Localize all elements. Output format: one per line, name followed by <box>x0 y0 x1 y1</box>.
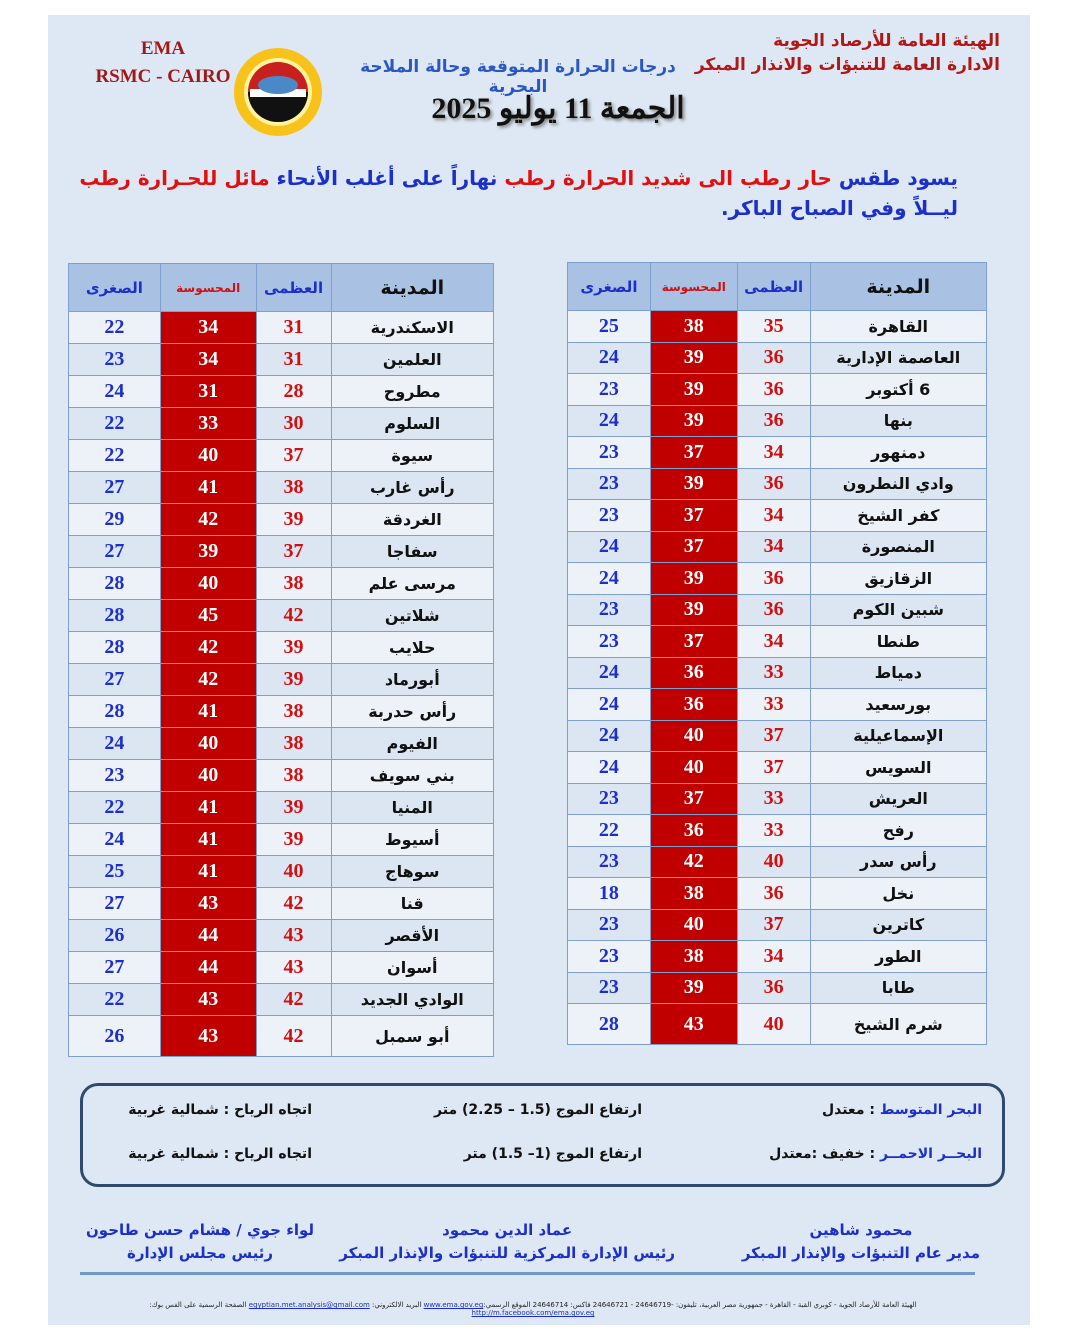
min-temp: 24 <box>568 531 651 563</box>
city-name: الاسكندرية <box>331 312 494 344</box>
summary-segment: ليــلاً وفي الصباح الباكر. <box>720 196 958 220</box>
table-row <box>568 563 987 595</box>
feels-like-temp: 33 <box>160 408 256 440</box>
city-name: شبين الكوم <box>810 594 986 626</box>
min-temp: 23 <box>568 468 651 500</box>
table-row <box>568 500 987 532</box>
max-temp: 38 <box>256 696 331 728</box>
col-feels: المحسوسة <box>650 263 737 311</box>
max-temp: 43 <box>256 952 331 984</box>
max-temp: 42 <box>256 1016 331 1057</box>
city-name: رفح <box>810 815 986 847</box>
feels-like-temp: 38 <box>650 941 737 973</box>
max-temp: 36 <box>737 878 810 910</box>
temperature-table-right <box>567 262 987 1045</box>
red-sea-state: : خفيف :معتدل <box>769 1146 876 1162</box>
min-temp: 24 <box>69 728 161 760</box>
city-name: بني سويف <box>331 760 494 792</box>
table-row <box>69 824 494 856</box>
city-name: السويس <box>810 752 986 784</box>
city-name: كاترين <box>810 909 986 941</box>
city-name: العلمين <box>331 344 494 376</box>
max-temp: 33 <box>737 689 810 721</box>
feels-like-temp: 39 <box>650 563 737 595</box>
bulletin-page <box>48 15 1030 1325</box>
feels-like-temp: 37 <box>650 626 737 658</box>
feels-like-temp: 40 <box>160 760 256 792</box>
feels-like-temp: 37 <box>650 531 737 563</box>
min-temp: 22 <box>69 792 161 824</box>
table-row <box>69 536 494 568</box>
min-temp: 23 <box>568 594 651 626</box>
city-name: السلوم <box>331 408 494 440</box>
max-temp: 35 <box>737 311 810 343</box>
min-temp: 24 <box>69 824 161 856</box>
feels-like-temp: 40 <box>650 909 737 941</box>
table-row <box>69 760 494 792</box>
feels-like-temp: 36 <box>650 657 737 689</box>
summary-segment: يسود طقس <box>831 166 958 190</box>
table-row <box>568 815 987 847</box>
max-temp: 28 <box>256 376 331 408</box>
red-wind-direction: اتجاه الرياح : شمالية غربية <box>128 1146 312 1162</box>
max-temp: 34 <box>737 531 810 563</box>
feels-like-temp: 39 <box>650 972 737 1004</box>
min-temp: 18 <box>568 878 651 910</box>
city-name: الفيوم <box>331 728 494 760</box>
min-temp: 24 <box>568 720 651 752</box>
feels-like-temp: 40 <box>160 728 256 760</box>
max-temp: 30 <box>256 408 331 440</box>
ema-logo <box>233 47 323 137</box>
bulletin-date: الجمعة 11 يوليو 2025 <box>431 92 685 125</box>
table-row <box>568 1004 987 1045</box>
max-temp: 40 <box>737 846 810 878</box>
temperature-table-left <box>68 263 494 1057</box>
signature-1: محمود شاهين مدير عام التنبؤات والإنذار المبكر <box>741 1221 980 1262</box>
table-row <box>568 405 987 437</box>
min-temp: 24 <box>568 342 651 374</box>
summary-segment: حار رطب الى شديد الحرارة رطب <box>504 166 832 190</box>
max-temp: 40 <box>256 856 331 888</box>
table-row <box>568 531 987 563</box>
min-temp: 28 <box>69 632 161 664</box>
site-link[interactable]: www.ema.gov.eg <box>423 1301 484 1309</box>
feels-like-temp: 34 <box>160 312 256 344</box>
feels-like-temp: 37 <box>650 783 737 815</box>
max-temp: 31 <box>256 344 331 376</box>
table-row <box>568 720 987 752</box>
signature-2: عماد الدين محمود رئيس الإدارة المركزية للتنبؤات والإنذار المبكر <box>339 1221 675 1262</box>
feels-like-temp: 34 <box>160 344 256 376</box>
max-temp: 34 <box>737 437 810 469</box>
city-name: طابا <box>810 972 986 1004</box>
feels-like-temp: 41 <box>160 824 256 856</box>
city-name: مرسى علم <box>331 568 494 600</box>
table-header <box>69 264 494 312</box>
table-row <box>568 909 987 941</box>
min-temp: 23 <box>568 783 651 815</box>
city-name: دمنهور <box>810 437 986 469</box>
feels-like-temp: 40 <box>160 568 256 600</box>
max-temp: 36 <box>737 342 810 374</box>
feels-like-temp: 38 <box>650 311 737 343</box>
max-temp: 38 <box>256 472 331 504</box>
table-header <box>568 263 987 311</box>
table-row <box>568 594 987 626</box>
divider <box>80 1272 975 1275</box>
city-name: رأس غارب <box>331 472 494 504</box>
table-row <box>568 752 987 784</box>
col-city: المدينة <box>810 263 986 311</box>
max-temp: 42 <box>256 984 331 1016</box>
feels-like-temp: 39 <box>650 405 737 437</box>
city-name: سوهاج <box>331 856 494 888</box>
max-temp: 34 <box>737 941 810 973</box>
table-row <box>568 846 987 878</box>
feels-like-temp: 37 <box>650 500 737 532</box>
col-max: العظمى <box>256 264 331 312</box>
med-sea-state: : معتدل <box>821 1102 875 1118</box>
table-row <box>69 568 494 600</box>
min-temp: 24 <box>69 376 161 408</box>
table-row <box>568 689 987 721</box>
summary-segment: نهاراً على أغلب الأنحاء <box>269 166 505 190</box>
min-temp: 27 <box>69 472 161 504</box>
feels-like-temp: 40 <box>160 440 256 472</box>
city-name: مطروح <box>331 376 494 408</box>
max-temp: 37 <box>737 909 810 941</box>
table-row <box>69 792 494 824</box>
feels-like-temp: 42 <box>160 504 256 536</box>
max-temp: 37 <box>256 536 331 568</box>
max-temp: 39 <box>256 664 331 696</box>
max-temp: 42 <box>256 888 331 920</box>
city-name: المنصورة <box>810 531 986 563</box>
min-temp: 22 <box>568 815 651 847</box>
weather-summary <box>78 163 958 223</box>
min-temp: 27 <box>69 664 161 696</box>
min-temp: 23 <box>568 909 651 941</box>
min-temp: 23 <box>568 626 651 658</box>
max-temp: 33 <box>737 815 810 847</box>
city-name: الزقازيق <box>810 563 986 595</box>
max-temp: 36 <box>737 374 810 406</box>
col-max: العظمى <box>737 263 810 311</box>
col-feels: المحسوسة <box>160 264 256 312</box>
table-row <box>69 952 494 984</box>
ema-label: EMA RSMC - CAIRO <box>95 38 231 87</box>
summary-segment: مائل للحـرارة رطب <box>79 166 270 190</box>
max-temp: 43 <box>256 920 331 952</box>
min-temp: 23 <box>568 500 651 532</box>
max-temp: 42 <box>256 600 331 632</box>
max-temp: 37 <box>737 720 810 752</box>
feels-like-temp: 44 <box>160 952 256 984</box>
city-name: سيوة <box>331 440 494 472</box>
table-row <box>69 504 494 536</box>
organization-name: الهيئة العامة للأرصاد الجوية الادارة العامة للتنبؤات والانذار المبكر <box>694 31 1000 75</box>
red-sea-label: البحــر الاحمــر <box>880 1146 982 1162</box>
footer: الهيئة العامة للأرصاد الجوية - كوبري القبة - القاهرة - جمهورية مصر العربية، تليفون: -24646719 - 24646721 فاكس: 24646714 الموقع الرسمي:www.ema.gov.eg البريد الالكتروني: egyptian.met.analysis@gmail.com الصفحة الرسمية على الفس بوك: http://m.facebook.com/ema.gov.eg <box>149 1301 917 1317</box>
table-row <box>568 374 987 406</box>
min-temp: 23 <box>568 374 651 406</box>
feels-like-temp: 42 <box>160 632 256 664</box>
table-row <box>69 344 494 376</box>
min-temp: 23 <box>568 846 651 878</box>
med-sea-label: البحر المتوسط <box>879 1102 982 1118</box>
min-temp: 23 <box>69 344 161 376</box>
min-temp: 23 <box>568 941 651 973</box>
table-row <box>568 311 987 343</box>
min-temp: 24 <box>568 405 651 437</box>
city-name: القاهرة <box>810 311 986 343</box>
table-row <box>69 440 494 472</box>
max-temp: 39 <box>256 824 331 856</box>
min-temp: 22 <box>69 312 161 344</box>
feels-like-temp: 45 <box>160 600 256 632</box>
max-temp: 33 <box>737 657 810 689</box>
table-row <box>69 376 494 408</box>
city-name: كفر الشيخ <box>810 500 986 532</box>
max-temp: 38 <box>256 568 331 600</box>
feels-like-temp: 43 <box>160 888 256 920</box>
facebook-link[interactable]: http://m.facebook.com/ema.gov.eg <box>471 1309 595 1317</box>
min-temp: 27 <box>69 888 161 920</box>
city-name: الإسماعيلية <box>810 720 986 752</box>
max-temp: 38 <box>256 760 331 792</box>
feels-like-temp: 41 <box>160 696 256 728</box>
min-temp: 28 <box>69 568 161 600</box>
email-link[interactable]: egyptian.met.analysis@gmail.com <box>248 1301 370 1309</box>
city-name: شلاتين <box>331 600 494 632</box>
max-temp: 36 <box>737 972 810 1004</box>
table-row <box>69 696 494 728</box>
city-name: الأقصر <box>331 920 494 952</box>
subtitle: درجات الحرارة المتوقعة وحالة الملاحة البحرية <box>360 57 676 97</box>
max-temp: 37 <box>256 440 331 472</box>
city-name: الطور <box>810 941 986 973</box>
col-city: المدينة <box>331 264 494 312</box>
city-name: بنها <box>810 405 986 437</box>
feels-like-temp: 42 <box>650 846 737 878</box>
feels-like-temp: 43 <box>160 984 256 1016</box>
table-row <box>568 941 987 973</box>
city-name: رأس حدربة <box>331 696 494 728</box>
city-name: العريش <box>810 783 986 815</box>
min-temp: 27 <box>69 952 161 984</box>
min-temp: 24 <box>568 752 651 784</box>
city-name: المنيا <box>331 792 494 824</box>
min-temp: 23 <box>568 437 651 469</box>
table-row <box>568 878 987 910</box>
max-temp: 34 <box>737 500 810 532</box>
table-row <box>69 1016 494 1057</box>
max-temp: 39 <box>256 504 331 536</box>
sea-status-box <box>80 1083 1005 1187</box>
table-row <box>69 920 494 952</box>
city-name: أسوان <box>331 952 494 984</box>
feels-like-temp: 37 <box>650 437 737 469</box>
table-row <box>568 657 987 689</box>
feels-like-temp: 39 <box>160 536 256 568</box>
min-temp: 22 <box>69 984 161 1016</box>
feels-like-temp: 41 <box>160 856 256 888</box>
med-wind-direction: اتجاه الرياح : شمالية غربية <box>128 1102 312 1118</box>
min-temp: 26 <box>69 920 161 952</box>
feels-like-temp: 44 <box>160 920 256 952</box>
max-temp: 34 <box>737 626 810 658</box>
signature-3: لواء جوي / هشام حسن طاحون رئيس مجلس الإدارة <box>86 1221 315 1262</box>
feels-like-temp: 43 <box>160 1016 256 1057</box>
city-name: بورسعيد <box>810 689 986 721</box>
feels-like-temp: 40 <box>650 752 737 784</box>
min-temp: 22 <box>69 408 161 440</box>
max-temp: 38 <box>256 728 331 760</box>
min-temp: 23 <box>568 972 651 1004</box>
city-name: وادي النطرون <box>810 468 986 500</box>
feels-like-temp: 42 <box>160 664 256 696</box>
table-row <box>69 472 494 504</box>
min-temp: 24 <box>568 657 651 689</box>
max-temp: 40 <box>737 1004 810 1045</box>
table-row <box>568 972 987 1004</box>
feels-like-temp: 39 <box>650 374 737 406</box>
min-temp: 22 <box>69 440 161 472</box>
city-name: دمياط <box>810 657 986 689</box>
city-name: رأس سدر <box>810 846 986 878</box>
table-row <box>568 342 987 374</box>
min-temp: 24 <box>568 689 651 721</box>
city-name: شرم الشيخ <box>810 1004 986 1045</box>
city-name: أبورماد <box>331 664 494 696</box>
max-temp: 37 <box>737 752 810 784</box>
city-name: الغردقة <box>331 504 494 536</box>
min-temp: 29 <box>69 504 161 536</box>
table-row <box>69 888 494 920</box>
table-row <box>69 632 494 664</box>
city-name: الوادي الجديد <box>331 984 494 1016</box>
med-wave-height: ارتفاع الموج (1.5 – 2.25) متر <box>434 1102 642 1118</box>
table-row <box>69 664 494 696</box>
max-temp: 36 <box>737 594 810 626</box>
table-row <box>69 984 494 1016</box>
feels-like-temp: 36 <box>650 815 737 847</box>
max-temp: 39 <box>256 792 331 824</box>
city-name: العاصمة الإدارية <box>810 342 986 374</box>
city-name: سفاجا <box>331 536 494 568</box>
city-name: أسيوط <box>331 824 494 856</box>
feels-like-temp: 41 <box>160 472 256 504</box>
max-temp: 31 <box>256 312 331 344</box>
max-temp: 36 <box>737 563 810 595</box>
feels-like-temp: 40 <box>650 720 737 752</box>
table-row <box>568 468 987 500</box>
table-row <box>69 856 494 888</box>
table-row <box>69 728 494 760</box>
feels-like-temp: 43 <box>650 1004 737 1045</box>
min-temp: 25 <box>69 856 161 888</box>
city-name: حلايب <box>331 632 494 664</box>
min-temp: 27 <box>69 536 161 568</box>
feels-like-temp: 41 <box>160 792 256 824</box>
max-temp: 36 <box>737 468 810 500</box>
table-row <box>568 626 987 658</box>
table-row <box>69 312 494 344</box>
table-row <box>69 408 494 440</box>
min-temp: 28 <box>69 696 161 728</box>
feels-like-temp: 38 <box>650 878 737 910</box>
min-temp: 24 <box>568 563 651 595</box>
min-temp: 28 <box>69 600 161 632</box>
red-wave-height: ارتفاع الموج (1– 1.5) متر <box>463 1146 642 1162</box>
max-temp: 36 <box>737 405 810 437</box>
feels-like-temp: 39 <box>650 468 737 500</box>
feels-like-temp: 31 <box>160 376 256 408</box>
city-name: قنا <box>331 888 494 920</box>
city-name: 6 أكتوبر <box>810 374 986 406</box>
city-name: أبو سمبل <box>331 1016 494 1057</box>
min-temp: 28 <box>568 1004 651 1045</box>
city-name: طنطا <box>810 626 986 658</box>
table-row <box>568 783 987 815</box>
min-temp: 23 <box>69 760 161 792</box>
col-min: الصغرى <box>568 263 651 311</box>
feels-like-temp: 39 <box>650 594 737 626</box>
min-temp: 25 <box>568 311 651 343</box>
max-temp: 33 <box>737 783 810 815</box>
feels-like-temp: 36 <box>650 689 737 721</box>
table-row <box>69 600 494 632</box>
feels-like-temp: 39 <box>650 342 737 374</box>
max-temp: 39 <box>256 632 331 664</box>
table-row <box>568 437 987 469</box>
min-temp: 26 <box>69 1016 161 1057</box>
city-name: نخل <box>810 878 986 910</box>
col-min: الصغرى <box>69 264 161 312</box>
